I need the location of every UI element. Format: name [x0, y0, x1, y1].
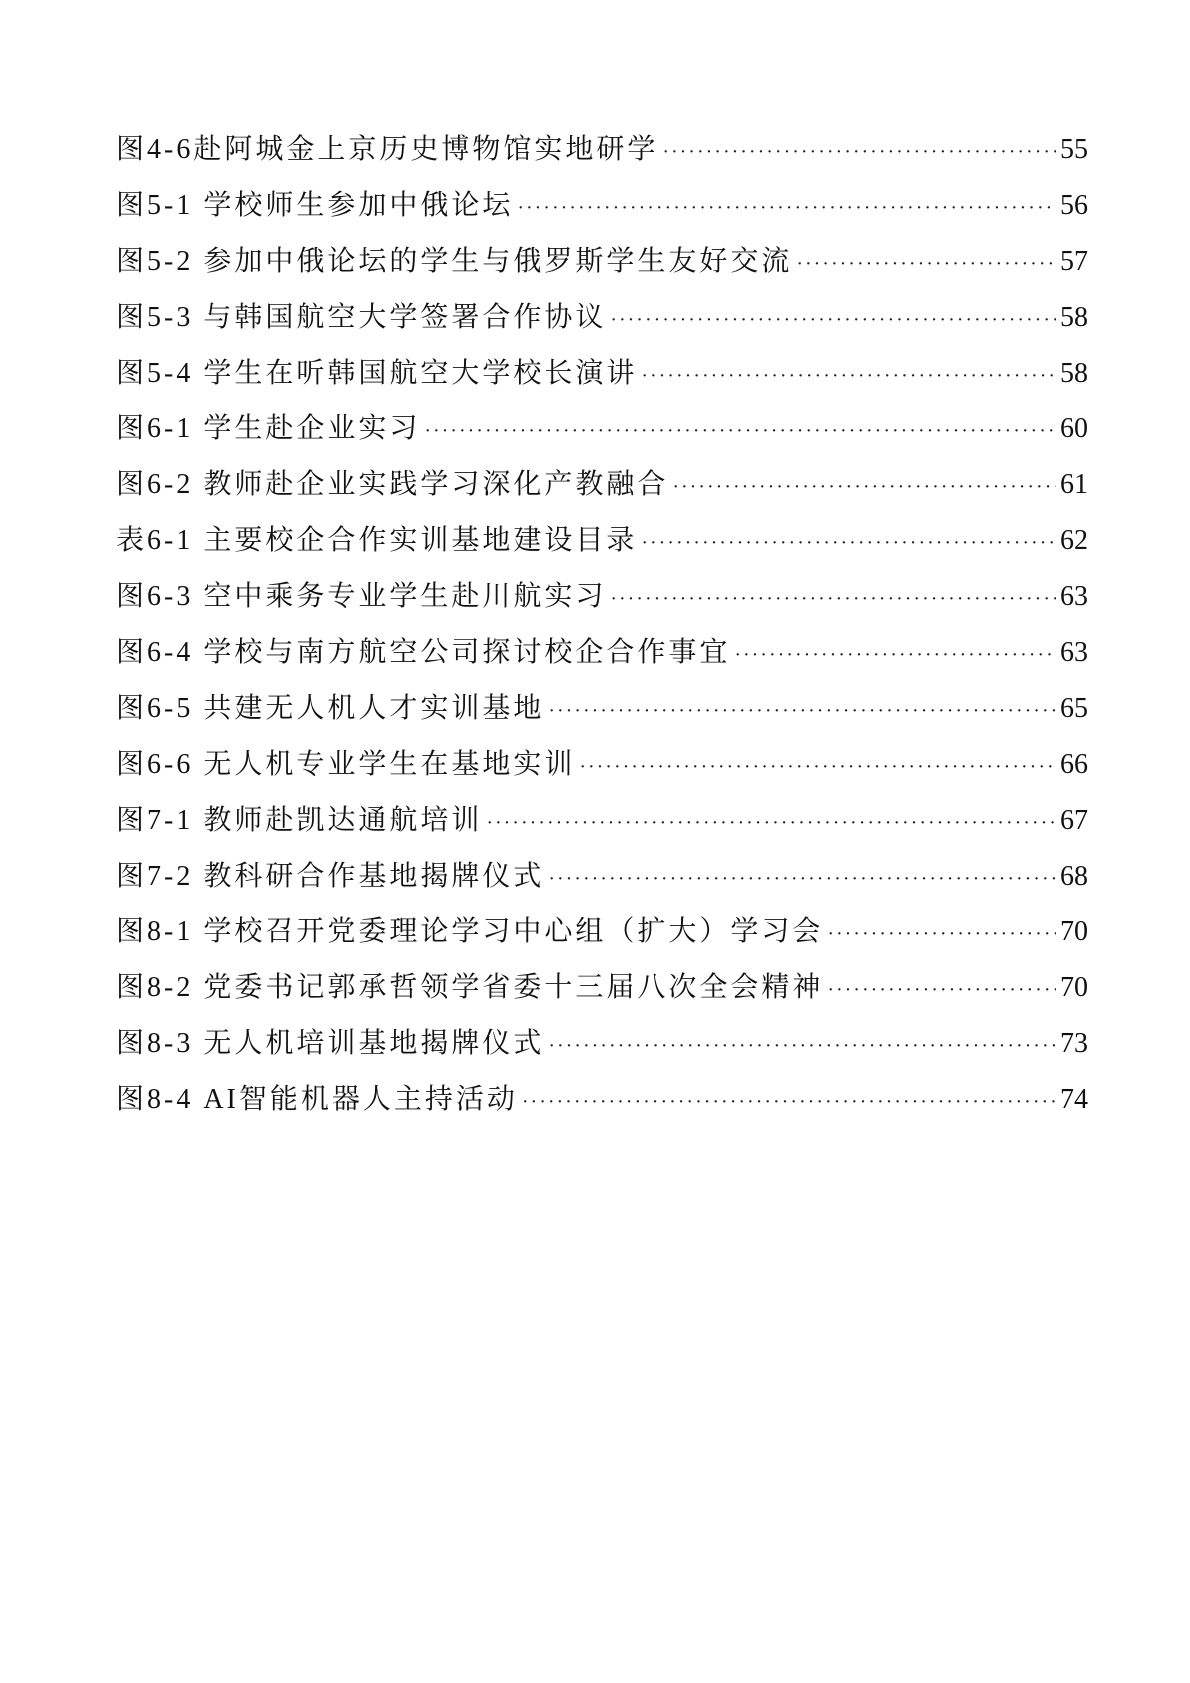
dot-leader — [641, 349, 1056, 405]
entry-title: 图7-1 教师赴凯达通航培训 — [116, 804, 483, 836]
page-number: 55 — [1060, 134, 1088, 165]
dot-leader — [641, 516, 1056, 572]
dot-leader — [424, 404, 1056, 460]
entry-title: 图6-1 学生赴企业实习 — [116, 413, 421, 445]
page-number: 58 — [1060, 301, 1088, 333]
entry-title: 图6-6 无人机专业学生在基地实训 — [116, 748, 576, 780]
list-of-figures — [116, 122, 1088, 1128]
toc-entry[interactable] — [116, 737, 1088, 793]
toc-entry[interactable] — [116, 793, 1088, 849]
dot-leader — [486, 796, 1056, 852]
page-number: 63 — [1060, 637, 1088, 669]
toc-entry[interactable] — [116, 178, 1088, 234]
page-number: 70 — [1060, 916, 1088, 948]
toc-entry[interactable] — [116, 1016, 1088, 1072]
toc-entry[interactable] — [116, 1072, 1088, 1128]
dot-leader — [610, 293, 1056, 349]
toc-entry[interactable] — [116, 960, 1088, 1016]
page-number: 60 — [1060, 413, 1088, 445]
toc-entry[interactable] — [116, 122, 1088, 178]
toc-entry[interactable] — [116, 625, 1088, 681]
dot-leader — [827, 963, 1056, 1019]
entry-title: 图8-4 AI智能机器人主持活动 — [116, 1084, 518, 1116]
entry-title: 图7-2 教科研合作基地揭牌仪式 — [116, 860, 545, 892]
dot-leader — [579, 740, 1056, 796]
toc-entry[interactable] — [116, 234, 1088, 290]
toc-entry[interactable] — [116, 569, 1088, 625]
dot-leader — [796, 237, 1056, 293]
entry-title: 图6-4 学校与南方航空公司探讨校企合作事宜 — [116, 637, 731, 669]
dot-leader — [522, 1075, 1056, 1131]
page-number: 56 — [1060, 189, 1088, 221]
dot-leader — [548, 684, 1056, 740]
toc-entry[interactable] — [116, 904, 1088, 960]
page-number: 61 — [1060, 469, 1088, 501]
dot-leader — [517, 181, 1056, 237]
toc-entry[interactable] — [116, 849, 1088, 905]
page-number: 67 — [1060, 804, 1088, 836]
page-number: 73 — [1060, 1028, 1088, 1060]
toc-entry[interactable] — [116, 457, 1088, 513]
page-number: 66 — [1060, 748, 1088, 780]
page-number: 63 — [1060, 581, 1088, 613]
entry-title: 图5-2 参加中俄论坛的学生与俄罗斯学生友好交流 — [116, 245, 793, 277]
page-number: 68 — [1060, 860, 1088, 892]
entry-title: 图6-5 共建无人机人才实训基地 — [116, 692, 545, 724]
dot-leader — [672, 460, 1056, 516]
dot-leader — [662, 125, 1056, 181]
dot-leader — [610, 572, 1056, 628]
entry-title: 图8-3 无人机培训基地揭牌仪式 — [116, 1028, 545, 1060]
page-number: 70 — [1060, 972, 1088, 1004]
page-number: 57 — [1060, 245, 1088, 277]
toc-entry[interactable] — [116, 401, 1088, 457]
toc-entry[interactable] — [116, 290, 1088, 346]
dot-leader — [734, 628, 1056, 684]
entry-title: 图5-1 学校师生参加中俄论坛 — [116, 189, 514, 221]
entry-title: 图8-1 学校召开党委理论学习中心组（扩大）学习会 — [116, 916, 824, 948]
dot-leader — [548, 852, 1056, 908]
entry-title: 图6-2 教师赴企业实践学习深化产教融合 — [116, 469, 669, 501]
page-number: 65 — [1060, 692, 1088, 724]
dot-leader — [548, 1019, 1056, 1075]
entry-title: 图6-3 空中乘务专业学生赴川航实习 — [116, 581, 607, 613]
toc-entry[interactable] — [116, 513, 1088, 569]
entry-title: 图5-3 与韩国航空大学签署合作协议 — [116, 301, 607, 333]
toc-entry[interactable] — [116, 681, 1088, 737]
page-number: 58 — [1060, 357, 1088, 389]
page-number: 74 — [1060, 1084, 1088, 1116]
dot-leader — [827, 907, 1056, 963]
page-number: 62 — [1060, 525, 1088, 557]
entry-title: 图5-4 学生在听韩国航空大学校长演讲 — [116, 357, 638, 389]
entry-title: 图4-6赴阿城金上京历史博物馆实地研学 — [116, 134, 659, 165]
entry-title: 表6-1 主要校企合作实训基地建设目录 — [116, 525, 638, 557]
entry-title: 图8-2 党委书记郭承哲领学省委十三届八次全会精神 — [116, 972, 824, 1004]
toc-entry[interactable] — [116, 346, 1088, 402]
